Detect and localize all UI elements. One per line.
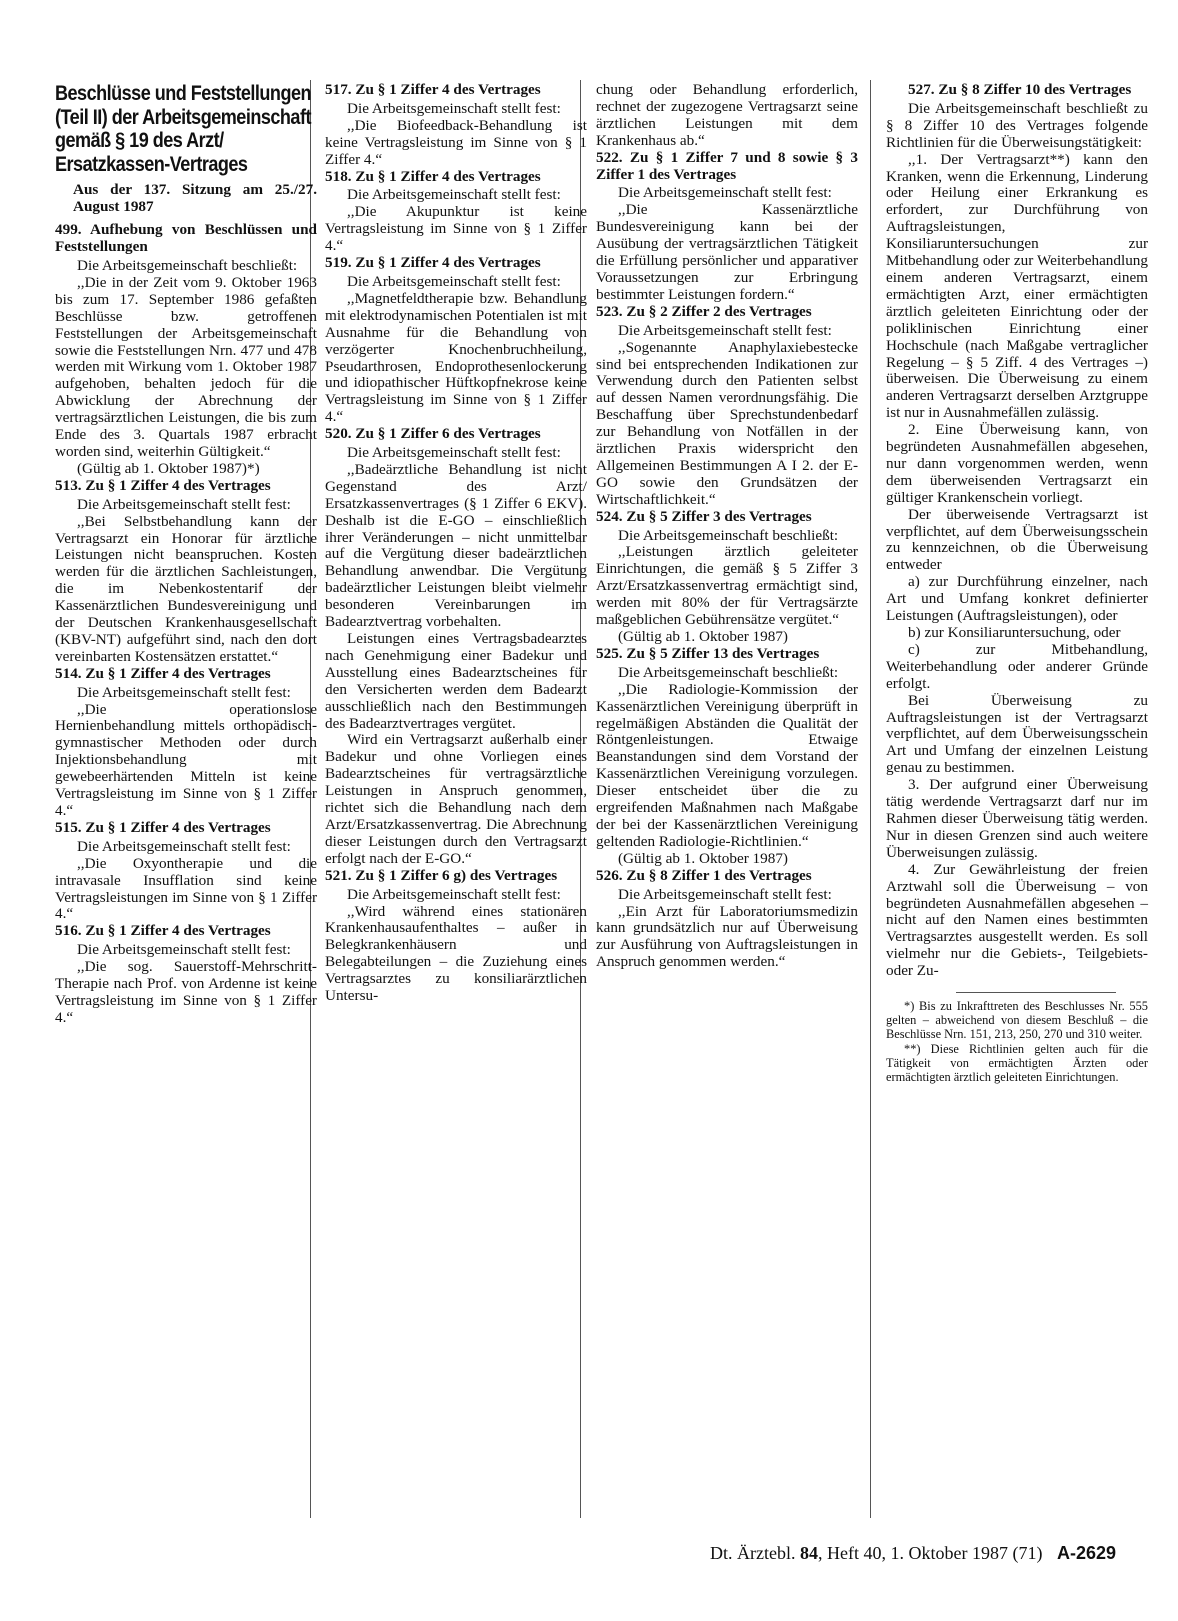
- resolution-section: [325, 426, 587, 868]
- page-footer: [710, 1543, 1116, 1564]
- section-heading: 526. Zu § 8 Ziffer 1 des Vertrages: [596, 866, 812, 884]
- section-heading: 499. Aufhebung von Beschlüssen und Feststellungen: [55, 221, 317, 256]
- paragraph: Die Arbeitsgemeinschaft stellt fest:: [77, 837, 291, 855]
- section-heading: 524. Zu § 5 Ziffer 3 des Vertrages: [596, 507, 812, 525]
- section-heading: 520. Zu § 1 Ziffer 6 des Vertrages: [325, 425, 541, 443]
- section-heading: 515. Zu § 1 Ziffer 4 des Vertrages: [55, 818, 271, 836]
- section-heading: 518. Zu § 1 Ziffer 4 des Vertrages: [325, 167, 541, 185]
- section-heading: 516. Zu § 1 Ziffer 4 des Vertrages: [55, 922, 271, 940]
- article-subtitle: Aus der 137. Sitzung am 25./27. August 1987: [73, 181, 317, 216]
- section-heading: 527. Zu § 8 Ziffer 10 des Vertrages: [908, 81, 1132, 98]
- paragraph: Die Arbeitsgemeinschaft stellt fest:: [77, 683, 291, 701]
- paragraph: Die Arbeitsgemeinschaft stellt fest:: [618, 184, 832, 202]
- paragraph: 4. Zur Gewährleistung der freien Arztwahl soll die Überweisung – von begründeten Ausnahmefällen abgesehen – nicht auf den Namen eines bestimmten Vertragsarztes ausgestellt werden. Es soll vielmehr nur die Gebiets-, Teilgebiets- oder Zu-: [886, 860, 1148, 980]
- resolution-section: [55, 222, 317, 478]
- paragraph: Die Arbeitsgemeinschaft stellt fest:: [347, 885, 561, 903]
- paragraph: Die Arbeitsgemeinschaft stellt fest:: [618, 885, 832, 903]
- paragraph: (Gültig ab 1. Oktober 1987): [618, 628, 788, 645]
- section-heading: 522. Zu § 1 Ziffer 7 und 8 sowie § 3 Ziffer 1 des Vertrages: [596, 148, 858, 183]
- resolution-section: [596, 509, 858, 646]
- section-heading: 523. Zu § 2 Ziffer 2 des Vertrages: [596, 302, 812, 320]
- journal-volume: 84: [799, 1543, 818, 1563]
- paragraph: ,,Die operationslose Hernienbehandlung mittels orthopädisch-gymnastischer Methoden oder durch Injektionsbehandlung mit gewebeerhärtenden Mitteln ist keine Vertragsleistung im Sinne von § 1 Ziffer 4.“: [55, 700, 317, 819]
- journal-name: Dt. Ärztebl.: [710, 1543, 796, 1563]
- resolution-section: [55, 820, 317, 923]
- paragraph: ,,Sogenannte Anaphylaxiebestecke sind bei entsprechenden Indikationen zur Verwendung durch den Patienten selbst auf dessen Namen verordnungsfähig. Die Beschaffung über Sprechstundenbedarf zur Behandlung von Notfällen in der ärztlichen Praxis widerspricht den Allgemeinen Bestimmungen A I 2. der E-GO sowie den Grundsätzen der Wirtschaftlichkeit.“: [596, 338, 858, 508]
- paragraph: Die Arbeitsgemeinschaft beschließt:: [618, 526, 839, 544]
- footnote: *) Bis zu Inkrafttreten des Beschlusses Nr. 555 gelten – abweichend von diesem Beschluß – die Beschlüsse Nrn. 151, 213, 250, 270 und 310 weiter.: [886, 999, 1148, 1042]
- paragraph: Wird ein Vertragsarzt außerhalb einer Badekur und ohne Vorliegen eines Badearztscheines für vertragsärztliche Leistungen in Anspruch genommen, richtet sich die Behandlung nach dem Arzt/Ersatzkassenvertrag. Die Abrechnung dieser Leistungen durch den Vertragsarzt erfolgt nach der E-GO.“: [325, 731, 587, 867]
- paragraph: (Gültig ab 1. Oktober 1987)*): [77, 459, 260, 477]
- text-column-3: [596, 82, 858, 971]
- paragraph: ,,Die Oxyontherapie und die intravasale Insufflation sind keine Vertragsleistungen im Sinne von § 1 Ziffer 4.“: [55, 854, 317, 923]
- paragraph: b) zur Konsiliaruntersuchung, oder: [908, 624, 1121, 641]
- paragraph: Der überweisende Vertragsarzt ist verpflichtet, auf dem Überweisungsschein zu kennzeichnen, ob die Überweisung entweder: [886, 505, 1148, 574]
- paragraph: ,,Magnetfeldtherapie bzw. Behandlung mit elektrodynamischen Potentialen ist mit Ausnahme für die Behandlung von verzögerter Knochenbruchheilung, Pseudarthrosen, Endoprothesenlockerung und idiopathischer Hüftkopfnekrose keine Vertragsleistung im Sinne von § 1 Ziffer 4.“: [325, 289, 587, 426]
- resolution-section: [325, 868, 587, 1005]
- paragraph: Die Arbeitsgemeinschaft beschließt zu § 8 Ziffer 10 des Vertrages folgende Richtlinien für die Überweisungstätigkeit:: [886, 99, 1148, 151]
- resolution-section: [325, 255, 587, 426]
- paragraph: ,,Die sog. Sauerstoff-Mehrschritt-Therapie nach Prof. von Ardenne ist keine Vertragsleistung im Sinne von § 1 Ziffer 4.“: [55, 958, 317, 1026]
- section-heading: 514. Zu § 1 Ziffer 4 des Vertrages: [55, 664, 271, 682]
- resolution-section: [596, 868, 858, 971]
- paragraph: ,,Die Kassenärztliche Bundesvereinigung kann bei der Ausübung der vertragsärztlichen Tätigkeit die Erfüllung persönlicher und apparativer Voraussetzungen zur Erbringung bestimmter Leistungen fordern.“: [596, 201, 858, 303]
- text-column-2: [325, 82, 587, 1005]
- paragraph: Die Arbeitsgemeinschaft beschließt:: [618, 663, 839, 681]
- paragraph: (Gültig ab 1. Oktober 1987): [618, 849, 788, 867]
- section-heading: 521. Zu § 1 Ziffer 6 g) des Vertrages: [325, 866, 558, 884]
- paragraph: ,,Die Radiologie-Kommission der Kassenärztlichen Vereinigung überprüft in regelmäßigen Abständen die Qualität der Röntgenleistungen. Etwaige Beanstandungen sind dem Vorstand der Kassenärztlichen Vereinigung vorzulegen. Dieser entscheidet über die zu ergreifenden Maßnahmen nach Maßgabe der bei der Kassenärztlichen Vereinigung geltenden Radiologie-Richtlinien.“: [596, 680, 858, 850]
- resolution-section: [596, 304, 858, 509]
- text-column-1: [55, 82, 317, 1027]
- paragraph: Leistungen eines Vertragsbadearztes nach Genehmigung einer Badekur und Ausstellung eines Badearztscheines für den Versicherten werden dem Badearzt ausschließlich nach den Bestimmungen des Badearztvertrages vergütet.: [325, 630, 587, 732]
- paragraph: Die Arbeitsgemeinschaft stellt fest:: [347, 186, 561, 204]
- page-number: A-2629: [1056, 1543, 1116, 1563]
- paragraph: ,,Die Biofeedback-Behandlung ist keine Vertragsleistung im Sinne von § 1 Ziffer 4.“: [325, 116, 587, 168]
- paragraph: ,,Ein Arzt für Laboratoriumsmedizin kann grundsätzlich nur auf Überweisung zur Ausführung von Auftragsleistungen in Anspruch genommen werden.“: [596, 902, 858, 971]
- paragraph: 3. Der aufgrund einer Überweisung tätig werdende Vertragsarzt darf nur im Rahmen dieser Überweisung tätig werden. Nur in diesen Grenzen sind auch weitere Überweisungen zulässig.: [886, 776, 1148, 861]
- resolution-section: [325, 82, 587, 169]
- resolution-section: [55, 666, 317, 820]
- resolution-section: [325, 169, 587, 256]
- journal-issue: , Heft 40, 1. Oktober 1987 (71): [817, 1543, 1043, 1563]
- resolution-section: [886, 82, 1148, 980]
- resolution-section: [55, 923, 317, 1026]
- paragraph: a) zur Durchführung einzelner, nach Art und Umfang konkret definierter Leistungen (Auftragsleistungen), oder: [886, 573, 1148, 625]
- section-heading: 517. Zu § 1 Ziffer 4 des Vertrages: [325, 81, 541, 98]
- article-title: Beschlüsse und Feststellungen (Teil II) der Arbeitsgemeinschaft gemäß § 19 des Arzt/ Ersatzkassen-Vertrages: [55, 82, 312, 176]
- paragraph: chung oder Behandlung erforderlich, rechnet der zugezogene Vertragsarzt seine ärztlichen Leistungen mit dem Krankenhaus ab.“: [596, 81, 858, 149]
- column-rule: [870, 80, 871, 1518]
- paragraph: Die Arbeitsgemeinschaft stellt fest:: [77, 495, 291, 513]
- footnote-rule: [956, 992, 1116, 993]
- text-column-4: [886, 82, 1148, 1084]
- footnote: **) Diese Richtlinien gelten auch für die Tätigkeit von ermächtigten Ärzten oder ermächtigten ärztlich geleiteten Einrichtungen.: [886, 1041, 1148, 1085]
- paragraph: Die Arbeitsgemeinschaft stellt fest:: [618, 321, 832, 339]
- resolution-section: [55, 478, 317, 666]
- paragraph: ,,Badeärztliche Behandlung ist nicht Gegenstand des Arzt/ Ersatzkassenvertrages (§ 1 Ziffer 6 EKV). Deshalb ist die E-GO – einschließlich ihrer Veränderungen – nicht unmittelbar auf die Vergütung dieser badeärztlichen Behandlung anwendbar. Die Vergütung badeärztlicher Leistungen bleibt vielmehr besonderen Vereinbarungen im Badearztvertrag vorbehalten.: [325, 460, 587, 631]
- resolution-section: [596, 150, 858, 304]
- resolution-section: [596, 646, 858, 868]
- paragraph: ,,Die Akupunktur ist keine Vertragsleistung im Sinne von § 1 Ziffer 4.“: [325, 203, 587, 255]
- resolution-section: [596, 82, 858, 150]
- section-heading: 513. Zu § 1 Ziffer 4 des Vertrages: [55, 476, 271, 494]
- paragraph: ,,1. Der Vertragsarzt**) kann den Kranken, wenn die Erkennung, Linderung oder Heilung einer Erkrankung es erfordert, zur Durchführung von Auftragsleistungen, Konsiliaruntersuchungen zur Mitbehandlung oder zur Weiterbehandlung einem anderen Vertragsarzt, einem ermächtigten Arzt, einer ermächtigten ärztlich geleiteten Einrichtung oder der poliklinischen Einrichtung einer Hochschule (nach Maßgabe vertraglicher Regelung – § 5 Ziff. 4 des Vertrages –) überweisen. Die Überweisung zu einem anderen Vertragsarzt derselben Arztgruppe ist nur in Ausnahmefällen zulässig.: [886, 150, 1148, 422]
- paragraph: Die Arbeitsgemeinschaft stellt fest:: [347, 272, 561, 290]
- section-heading: 519. Zu § 1 Ziffer 4 des Vertrages: [325, 254, 541, 272]
- paragraph: Die Arbeitsgemeinschaft stellt fest:: [77, 941, 291, 959]
- paragraph: ,,Die in der Zeit vom 9. Oktober 1963 bis zum 17. September 1986 gefaßten Beschlüsse bzw. getroffenen Feststellungen der Arbeitsgemeinschaft sowie die Feststellungen Nrn. 477 und 478 werden mit Wirkung vom 1. Oktober 1987 aufgehoben, behalten jedoch für die Abwicklung der Abrechnung der vertragsärztlichen Leistungen, die bis zum Ende des 3. Quartals 1987 erbracht worden sind, weiterhin Gültigkeit.“: [55, 273, 317, 460]
- paragraph: Die Arbeitsgemeinschaft stellt fest:: [347, 444, 561, 462]
- paragraph: c) zur Mitbehandlung, Weiterbehandlung oder anderer Gründe erfolgt.: [886, 640, 1148, 692]
- paragraph: Bei Überweisung zu Auftragsleistungen ist der Vertragsarzt verpflichtet, auf dem Überweisungsschein Art und Umfang der einzelnen Leistung genau zu bestimmen.: [886, 691, 1148, 777]
- section-heading: 525. Zu § 5 Ziffer 13 des Vertrages: [596, 644, 820, 662]
- paragraph: ,,Wird während eines stationären Krankenhausaufenthaltes – außer in Belegkrankenhäusern und Belegabteilungen – die Zuziehung eines Vertragsarztes zu konsiliarärztlichen Untersu-: [325, 902, 587, 1005]
- paragraph: 2. Eine Überweisung kann, von begründeten Ausnahmefällen abgesehen, nur dann vorgenommen werden, wenn dem überweisenden Vertragsarzt ein gültiger Krankenschein vorliegt.: [886, 421, 1148, 506]
- paragraph: ,,Bei Selbstbehandlung kann der Vertragsarzt ein Honorar für ärztliche Leistungen nicht beanspruchen. Kosten werden für die ärztlichen Sachleistungen, die im Nebenkostentarif der Kassenärztlichen Bundesvereinigung und der Deutschen Krankenhausgesellschaft (KBV-NT) aufgeführt sind, nach den dort vereinbarten Kostensätzen erstattet.“: [55, 512, 317, 665]
- paragraph: ,,Leistungen ärztlich geleiteter Einrichtungen, die gemäß § 5 Ziffer 3 Arzt/Ersatzkassenvertrag ermächtigt sind, werden mit 80% der für Vertragsärzte maßgeblichen Gebührensätze vergütet.“: [596, 543, 858, 629]
- paragraph: Die Arbeitsgemeinschaft stellt fest:: [347, 99, 561, 117]
- paragraph: Die Arbeitsgemeinschaft beschließt:: [77, 257, 298, 274]
